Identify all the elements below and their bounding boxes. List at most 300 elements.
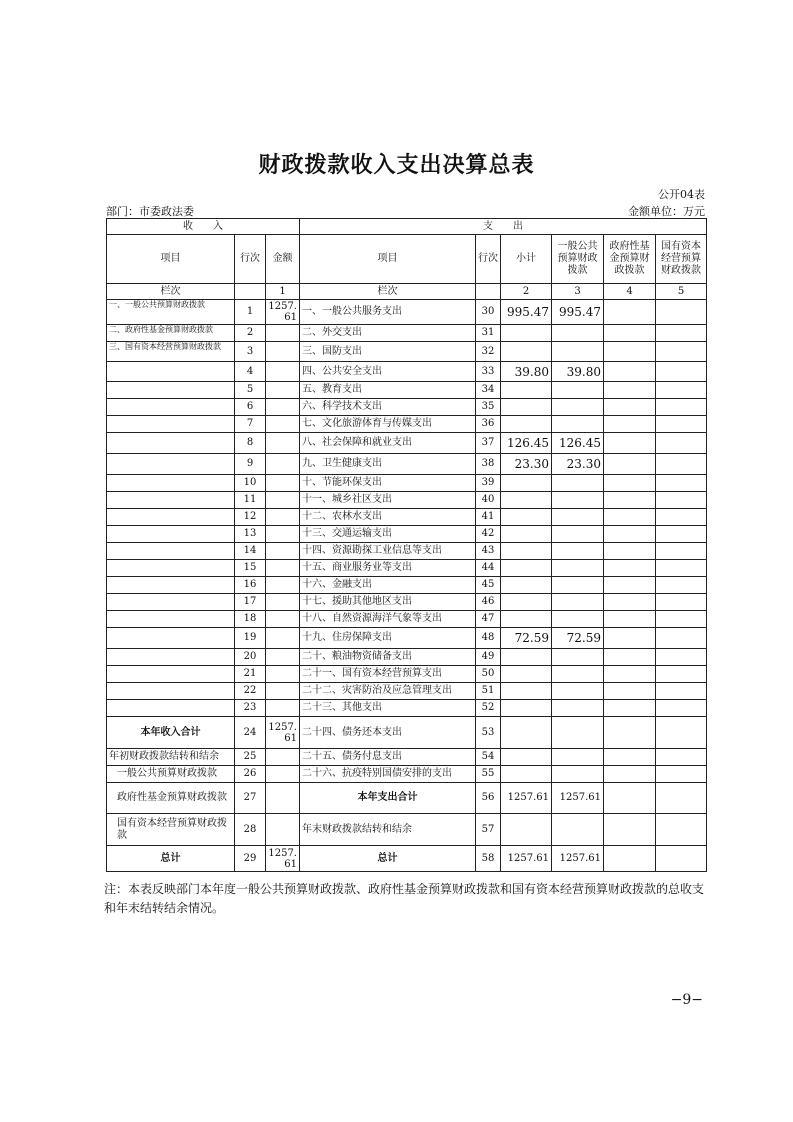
income-item: 三、国有资本经营预算财政拨款 bbox=[107, 342, 235, 362]
table-row bbox=[107, 475, 707, 492]
income-item bbox=[107, 475, 235, 492]
state-capital-value bbox=[656, 717, 707, 749]
income-row-no: 10 bbox=[235, 475, 266, 492]
income-amount bbox=[266, 362, 300, 382]
general-budget-value bbox=[552, 526, 604, 543]
expense-row-no: 48 bbox=[476, 628, 501, 649]
expense-row-no: 31 bbox=[476, 325, 501, 342]
income-amount bbox=[266, 543, 300, 560]
general-budget-value bbox=[552, 509, 604, 526]
expense-row-no: 36 bbox=[476, 416, 501, 433]
col-index-1: 1 bbox=[266, 284, 300, 300]
expense-item: 十四、资源勘探工业信息等支出 bbox=[300, 543, 476, 560]
income-row-no: 23 bbox=[235, 700, 266, 717]
expense-row-no: 40 bbox=[476, 492, 501, 509]
expense-item: 本年支出合计 bbox=[300, 783, 476, 814]
general-budget-value bbox=[552, 700, 604, 717]
state-capital-value bbox=[656, 628, 707, 649]
state-capital-value bbox=[656, 560, 707, 577]
state-capital-value bbox=[656, 594, 707, 611]
expense-col-label: 栏次 bbox=[300, 284, 476, 300]
col-index-2: 2 bbox=[501, 284, 552, 300]
expense-row-no: 54 bbox=[476, 749, 501, 766]
income-amount: 1257.61 bbox=[266, 717, 300, 749]
state-capital-value bbox=[656, 683, 707, 700]
fund-budget-value bbox=[604, 577, 656, 594]
fund-budget-value bbox=[604, 749, 656, 766]
fund-budget-value bbox=[604, 628, 656, 649]
expense-item: 二、外交支出 bbox=[300, 325, 476, 342]
income-item: 政府性基金预算财政拨款 bbox=[107, 783, 235, 814]
income-row-no: 19 bbox=[235, 628, 266, 649]
income-amount bbox=[266, 666, 300, 683]
expense-item: 十六、金融支出 bbox=[300, 577, 476, 594]
subtotal-header: 小计 bbox=[501, 235, 552, 284]
income-row-no: 2 bbox=[235, 325, 266, 342]
subtotal-value: 1257.61 bbox=[501, 783, 552, 814]
general-budget-value bbox=[552, 717, 604, 749]
income-amount bbox=[266, 577, 300, 594]
income-amount bbox=[266, 814, 300, 846]
state-capital-value bbox=[656, 649, 707, 666]
income-amount bbox=[266, 454, 300, 475]
income-amount bbox=[266, 766, 300, 783]
income-row-no: 28 bbox=[235, 814, 266, 846]
expense-row-no: 47 bbox=[476, 611, 501, 628]
income-row-no: 27 bbox=[235, 783, 266, 814]
table-row bbox=[107, 454, 707, 475]
fund-budget-value bbox=[604, 399, 656, 416]
subtotal-value bbox=[501, 666, 552, 683]
income-row-no: 11 bbox=[235, 492, 266, 509]
expense-item: 八、社会保障和就业支出 bbox=[300, 433, 476, 454]
state-capital-value bbox=[656, 846, 707, 872]
income-amount bbox=[266, 649, 300, 666]
state-capital-value bbox=[656, 611, 707, 628]
general-budget-value: 1257.61 bbox=[552, 783, 604, 814]
general-budget-value: 72.59 bbox=[552, 628, 604, 649]
expense-item: 十八、自然资源海洋气象等支出 bbox=[300, 611, 476, 628]
state-capital-value bbox=[656, 814, 707, 846]
table-row bbox=[107, 399, 707, 416]
expense-item: 六、科学技术支出 bbox=[300, 399, 476, 416]
table-row bbox=[107, 628, 707, 649]
income-item bbox=[107, 399, 235, 416]
expense-rowno-header: 行次 bbox=[476, 235, 501, 284]
state-capital-value bbox=[656, 454, 707, 475]
subtotal-value bbox=[501, 475, 552, 492]
subtotal-value bbox=[501, 814, 552, 846]
expense-item: 二十一、国有资本经营预算支出 bbox=[300, 666, 476, 683]
income-item bbox=[107, 492, 235, 509]
general-budget-value bbox=[552, 611, 604, 628]
income-row-no: 24 bbox=[235, 717, 266, 749]
general-budget-value bbox=[552, 594, 604, 611]
expense-item: 四、公共安全支出 bbox=[300, 362, 476, 382]
income-amount bbox=[266, 526, 300, 543]
subtotal-value: 23.30 bbox=[501, 454, 552, 475]
income-row-no: 4 bbox=[235, 362, 266, 382]
subtotal-value bbox=[501, 700, 552, 717]
income-amount bbox=[266, 683, 300, 700]
general-budget-value bbox=[552, 543, 604, 560]
income-amount bbox=[266, 611, 300, 628]
income-item bbox=[107, 433, 235, 454]
expense-item: 年末财政拨款结转和结余 bbox=[300, 814, 476, 846]
state-capital-value bbox=[656, 577, 707, 594]
income-item bbox=[107, 594, 235, 611]
table-row bbox=[107, 577, 707, 594]
budget-table bbox=[106, 218, 707, 872]
table-row bbox=[107, 749, 707, 766]
subtotal-value bbox=[501, 683, 552, 700]
fund-budget-value bbox=[604, 766, 656, 783]
income-row-no: 21 bbox=[235, 666, 266, 683]
expense-item: 十九、住房保障支出 bbox=[300, 628, 476, 649]
fund-budget-value bbox=[604, 700, 656, 717]
fund-budget-value bbox=[604, 433, 656, 454]
income-amount bbox=[266, 560, 300, 577]
subtotal-value bbox=[501, 749, 552, 766]
income-row-no: 20 bbox=[235, 649, 266, 666]
expense-item: 五、教育支出 bbox=[300, 382, 476, 399]
income-rowno-header: 行次 bbox=[235, 235, 266, 284]
fund-budget-value bbox=[604, 683, 656, 700]
expense-row-no: 35 bbox=[476, 399, 501, 416]
expense-row-no: 33 bbox=[476, 362, 501, 382]
income-row-no: 22 bbox=[235, 683, 266, 700]
income-amount: 1257.61 bbox=[266, 846, 300, 872]
income-row-no: 15 bbox=[235, 560, 266, 577]
income-amount bbox=[266, 342, 300, 362]
income-item bbox=[107, 611, 235, 628]
header-row-columns bbox=[107, 235, 707, 284]
income-row-no: 16 bbox=[235, 577, 266, 594]
income-item: 一般公共预算财政拨款 bbox=[107, 766, 235, 783]
income-row-no: 18 bbox=[235, 611, 266, 628]
fund-budget-header: 政府性基金预算财政拨款 bbox=[604, 235, 656, 284]
table-row bbox=[107, 611, 707, 628]
income-amount bbox=[266, 594, 300, 611]
expense-item: 一、一般公共服务支出 bbox=[300, 300, 476, 325]
table-row bbox=[107, 509, 707, 526]
fund-budget-value bbox=[604, 666, 656, 683]
income-item bbox=[107, 454, 235, 475]
general-budget-value bbox=[552, 766, 604, 783]
state-capital-value bbox=[656, 492, 707, 509]
expense-row-no: 53 bbox=[476, 717, 501, 749]
table-row bbox=[107, 325, 707, 342]
general-budget-value bbox=[552, 814, 604, 846]
table-row bbox=[107, 526, 707, 543]
fund-budget-value bbox=[604, 649, 656, 666]
department-label: 部门：市委政法委 bbox=[106, 205, 194, 218]
expense-row-no: 49 bbox=[476, 649, 501, 666]
table-row bbox=[107, 362, 707, 382]
income-amount bbox=[266, 700, 300, 717]
expense-header: 支 出 bbox=[300, 219, 707, 235]
expense-row-no: 43 bbox=[476, 543, 501, 560]
income-row-no: 5 bbox=[235, 382, 266, 399]
subtotal-value: 126.45 bbox=[501, 433, 552, 454]
general-budget-value bbox=[552, 577, 604, 594]
fund-budget-value bbox=[604, 509, 656, 526]
fund-budget-value bbox=[604, 560, 656, 577]
expense-row-no: 56 bbox=[476, 783, 501, 814]
expense-item: 十七、援助其他地区支出 bbox=[300, 594, 476, 611]
state-capital-value bbox=[656, 526, 707, 543]
expense-row-no: 42 bbox=[476, 526, 501, 543]
state-capital-value bbox=[656, 666, 707, 683]
income-amount bbox=[266, 628, 300, 649]
income-amount bbox=[266, 749, 300, 766]
expense-item: 十三、交通运输支出 bbox=[300, 526, 476, 543]
expense-item: 十二、农林水支出 bbox=[300, 509, 476, 526]
expense-row-no: 52 bbox=[476, 700, 501, 717]
col-index-3: 3 bbox=[552, 284, 604, 300]
col-index-5: 5 bbox=[656, 284, 707, 300]
expense-item: 七、文化旅游体育与传媒支出 bbox=[300, 416, 476, 433]
income-row-no: 9 bbox=[235, 454, 266, 475]
subtotal-value bbox=[501, 577, 552, 594]
income-amount: 1257.61 bbox=[266, 300, 300, 325]
table-row bbox=[107, 433, 707, 454]
income-amount bbox=[266, 382, 300, 399]
state-capital-value bbox=[656, 509, 707, 526]
income-amount bbox=[266, 492, 300, 509]
state-capital-value bbox=[656, 475, 707, 492]
page-number: −9− bbox=[670, 992, 703, 1008]
state-capital-value bbox=[656, 543, 707, 560]
expense-row-no: 39 bbox=[476, 475, 501, 492]
expense-row-no: 34 bbox=[476, 382, 501, 399]
expense-row-no: 32 bbox=[476, 342, 501, 362]
fund-budget-value bbox=[604, 717, 656, 749]
income-item bbox=[107, 509, 235, 526]
income-amount bbox=[266, 325, 300, 342]
subtotal-value: 995.47 bbox=[501, 300, 552, 325]
subtotal-value: 72.59 bbox=[501, 628, 552, 649]
income-item bbox=[107, 362, 235, 382]
income-row-no: 3 bbox=[235, 342, 266, 362]
state-capital-value bbox=[656, 700, 707, 717]
table-row bbox=[107, 846, 707, 872]
subtotal-value bbox=[501, 382, 552, 399]
table-row bbox=[107, 560, 707, 577]
state-capital-value bbox=[656, 342, 707, 362]
expense-item: 三、国防支出 bbox=[300, 342, 476, 362]
footnote: 注：本表反映部门本年度一般公共预算财政拨款、政府性基金预算财政拨款和国有资本经营预算财政拨款的总收支和年末结转结余情况。 bbox=[104, 882, 705, 915]
state-capital-value bbox=[656, 300, 707, 325]
expense-item: 十、节能环保支出 bbox=[300, 475, 476, 492]
income-col-label: 栏次 bbox=[107, 284, 235, 300]
general-budget-value: 39.80 bbox=[552, 362, 604, 382]
income-item bbox=[107, 543, 235, 560]
income-item bbox=[107, 700, 235, 717]
form-number: 公开04表 bbox=[658, 188, 705, 201]
income-amount bbox=[266, 783, 300, 814]
page-title: 财政拨款收入支出决算总表 bbox=[258, 152, 535, 178]
income-row-no: 29 bbox=[235, 846, 266, 872]
col-index-4: 4 bbox=[604, 284, 656, 300]
subtotal-value bbox=[501, 543, 552, 560]
unit-label: 金额单位：万元 bbox=[628, 205, 705, 218]
general-budget-value bbox=[552, 382, 604, 399]
fund-budget-value bbox=[604, 783, 656, 814]
table-row bbox=[107, 683, 707, 700]
income-item bbox=[107, 526, 235, 543]
income-row-no: 17 bbox=[235, 594, 266, 611]
income-item bbox=[107, 382, 235, 399]
general-budget-value bbox=[552, 325, 604, 342]
state-capital-value bbox=[656, 749, 707, 766]
expense-row-no: 41 bbox=[476, 509, 501, 526]
income-row-no: 1 bbox=[235, 300, 266, 325]
income-item: 本年收入合计 bbox=[107, 717, 235, 749]
expense-row-no: 38 bbox=[476, 454, 501, 475]
fund-budget-value bbox=[604, 475, 656, 492]
table-row bbox=[107, 766, 707, 783]
general-budget-value bbox=[552, 560, 604, 577]
table-row bbox=[107, 382, 707, 399]
income-item bbox=[107, 666, 235, 683]
table-row bbox=[107, 594, 707, 611]
expense-row-no: 51 bbox=[476, 683, 501, 700]
state-capital-header: 国有资本经营预算财政拨款 bbox=[656, 235, 707, 284]
table-row bbox=[107, 814, 707, 846]
table-row bbox=[107, 492, 707, 509]
general-budget-value bbox=[552, 416, 604, 433]
expense-item: 二十、粮油物资储备支出 bbox=[300, 649, 476, 666]
income-item bbox=[107, 577, 235, 594]
expense-item: 二十二、灾害防治及应急管理支出 bbox=[300, 683, 476, 700]
table-row bbox=[107, 717, 707, 749]
general-budget-value bbox=[552, 749, 604, 766]
general-budget-value: 23.30 bbox=[552, 454, 604, 475]
fund-budget-value bbox=[604, 492, 656, 509]
income-item bbox=[107, 649, 235, 666]
income-item: 年初财政拨款结转和结余 bbox=[107, 749, 235, 766]
income-item-header: 项目 bbox=[107, 235, 235, 284]
fund-budget-value bbox=[604, 611, 656, 628]
income-row-no: 6 bbox=[235, 399, 266, 416]
fund-budget-value bbox=[604, 362, 656, 382]
table-row bbox=[107, 700, 707, 717]
expense-row-no: 57 bbox=[476, 814, 501, 846]
subtotal-value bbox=[501, 492, 552, 509]
fund-budget-value bbox=[604, 846, 656, 872]
income-amount bbox=[266, 399, 300, 416]
expense-item: 二十四、债务还本支出 bbox=[300, 717, 476, 749]
income-item: 总计 bbox=[107, 846, 235, 872]
table-row bbox=[107, 783, 707, 814]
income-row-no: 12 bbox=[235, 509, 266, 526]
income-item: 国有资本经营预算财政拨款 bbox=[107, 814, 235, 846]
table-row bbox=[107, 543, 707, 560]
expense-item: 九、卫生健康支出 bbox=[300, 454, 476, 475]
expense-item: 二十三、其他支出 bbox=[300, 700, 476, 717]
general-budget-value: 995.47 bbox=[552, 300, 604, 325]
expense-item: 二十六、抗疫特别国债安排的支出 bbox=[300, 766, 476, 783]
expense-item: 十五、商业服务业等支出 bbox=[300, 560, 476, 577]
income-item bbox=[107, 628, 235, 649]
state-capital-value bbox=[656, 783, 707, 814]
expense-item-header: 项目 bbox=[300, 235, 476, 284]
expense-item: 总计 bbox=[300, 846, 476, 872]
expense-row-no: 55 bbox=[476, 766, 501, 783]
income-item bbox=[107, 560, 235, 577]
income-amount bbox=[266, 433, 300, 454]
subtotal-value bbox=[501, 766, 552, 783]
fund-budget-value bbox=[604, 382, 656, 399]
general-budget-header: 一般公共预算财政拨款 bbox=[552, 235, 604, 284]
general-budget-value bbox=[552, 666, 604, 683]
general-budget-value: 126.45 bbox=[552, 433, 604, 454]
income-amount bbox=[266, 509, 300, 526]
fund-budget-value bbox=[604, 454, 656, 475]
expense-row-no: 45 bbox=[476, 577, 501, 594]
general-budget-value bbox=[552, 475, 604, 492]
income-item bbox=[107, 416, 235, 433]
state-capital-value bbox=[656, 399, 707, 416]
fund-budget-value bbox=[604, 342, 656, 362]
income-item bbox=[107, 683, 235, 700]
expense-row-no: 37 bbox=[476, 433, 501, 454]
state-capital-value bbox=[656, 382, 707, 399]
table-row bbox=[107, 666, 707, 683]
table-row bbox=[107, 649, 707, 666]
subtotal-value bbox=[501, 509, 552, 526]
fund-budget-value bbox=[604, 325, 656, 342]
income-row-no: 7 bbox=[235, 416, 266, 433]
subtotal-value bbox=[501, 342, 552, 362]
income-row-no: 26 bbox=[235, 766, 266, 783]
general-budget-value bbox=[552, 399, 604, 416]
expense-row-no: 58 bbox=[476, 846, 501, 872]
state-capital-value bbox=[656, 433, 707, 454]
general-budget-value: 1257.61 bbox=[552, 846, 604, 872]
header-row-sections bbox=[107, 219, 707, 235]
income-item: 二、政府性基金预算财政拨款 bbox=[107, 325, 235, 342]
expense-row-no: 44 bbox=[476, 560, 501, 577]
fund-budget-value bbox=[604, 526, 656, 543]
fund-budget-value bbox=[604, 300, 656, 325]
subtotal-value bbox=[501, 416, 552, 433]
expense-item: 十一、城乡社区支出 bbox=[300, 492, 476, 509]
state-capital-value bbox=[656, 766, 707, 783]
income-row-no: 8 bbox=[235, 433, 266, 454]
state-capital-value bbox=[656, 325, 707, 342]
income-amount bbox=[266, 475, 300, 492]
expense-row-no: 30 bbox=[476, 300, 501, 325]
income-amount-header: 金额 bbox=[266, 235, 300, 284]
general-budget-value bbox=[552, 492, 604, 509]
general-budget-value bbox=[552, 649, 604, 666]
general-budget-value bbox=[552, 683, 604, 700]
income-row-no: 13 bbox=[235, 526, 266, 543]
expense-row-no: 50 bbox=[476, 666, 501, 683]
income-item: 一、一般公共预算财政拨款 bbox=[107, 300, 235, 325]
state-capital-value bbox=[656, 416, 707, 433]
subtotal-value bbox=[501, 526, 552, 543]
state-capital-value bbox=[656, 362, 707, 382]
subtotal-value bbox=[501, 611, 552, 628]
general-budget-value bbox=[552, 342, 604, 362]
column-index-row bbox=[107, 284, 707, 300]
expense-item: 二十五、债务付息支出 bbox=[300, 749, 476, 766]
subtotal-value bbox=[501, 649, 552, 666]
subtotal-value bbox=[501, 399, 552, 416]
